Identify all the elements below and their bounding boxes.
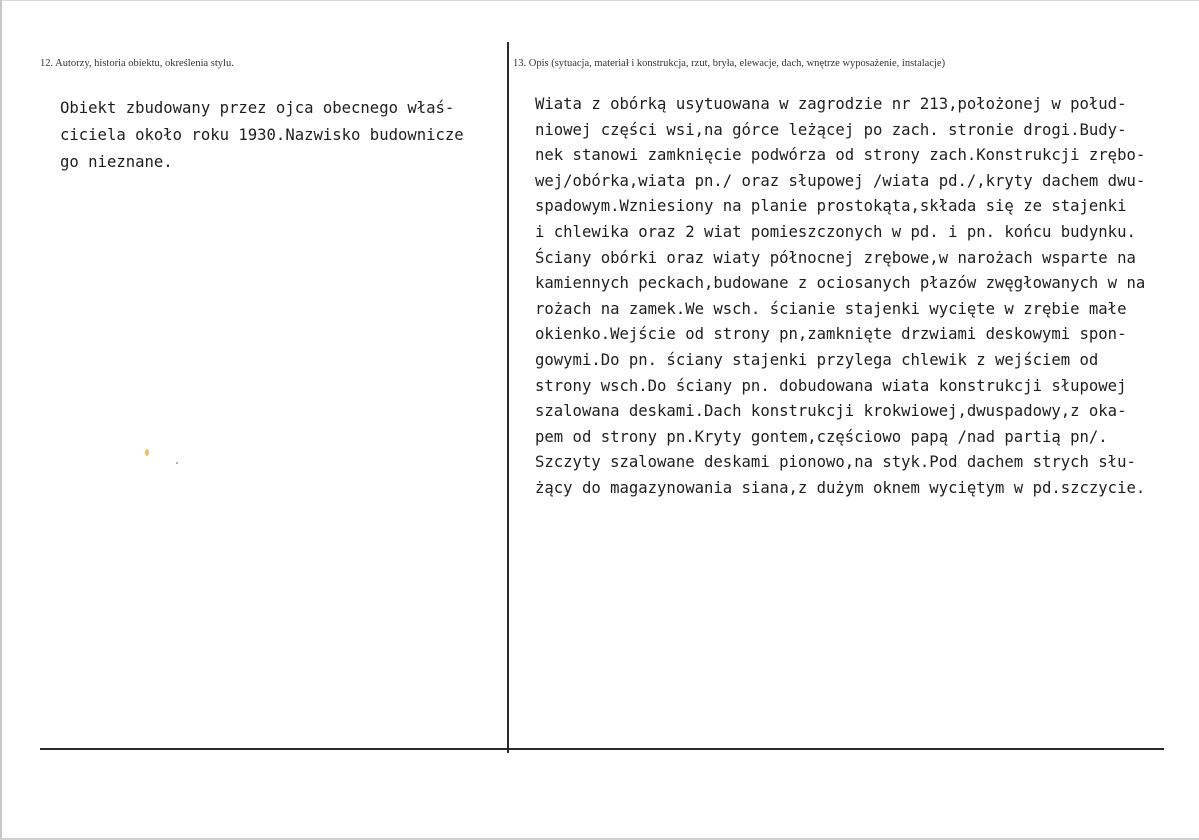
typed-line: rożach na zamek.We wsch. ścianie stajenki wycięte w zrębie małe: [535, 299, 1127, 318]
typed-line: wej/obórka,wiata pn./ oraz słupowej /wiata pd./,kryty dachem dwu-: [535, 171, 1146, 190]
column-divider: [507, 42, 509, 753]
typed-line: Szczyty szalowane deskami pionowo,na styk.Pod dachem strych słu-: [535, 453, 1136, 472]
typed-line: nek stanowi zamknięcie podwórza od strony zach.Konstrukcji zrębo-: [535, 146, 1146, 165]
typed-line: pem od strony pn.Kryty gontem,częściowo papą /nad partią pn/.: [535, 427, 1108, 446]
section-12-typed-text: [60, 95, 464, 176]
section-13-typed-text: [535, 92, 1145, 502]
typed-line: go nieznane.: [60, 153, 173, 171]
typed-line: spadowym.Wzniesiony na planie prostokąta,składa się ze stajenki: [535, 197, 1127, 216]
typed-line: Ściany obórki oraz wiaty północnej zrębowe,w narożach wsparte na: [535, 248, 1136, 267]
typed-line: gowymi.Do pn. ściany stajenki przylega chlewik z wejściem od: [535, 350, 1099, 369]
typed-line: żący do magazynowania siana,z dużym oknem wyciętym w pd.szczycie.: [535, 478, 1146, 497]
typed-line: i chlewika oraz 2 wiat pomieszczonych w pd. i pn. końcu budynku.: [535, 222, 1136, 241]
section-12-heading: 12. Autorzy, historia obiektu, określenia stylu.: [40, 58, 234, 69]
typed-line: Obiekt zbudowany przez ojca obecnego właś-: [60, 99, 455, 117]
typed-line: okienko.Wejście od strony pn,zamknięte drzwiami deskowymi spon-: [535, 325, 1127, 344]
typed-line: niowej części wsi,na górce leżącej po zach. stronie drogi.Budy-: [535, 120, 1127, 139]
typed-line: kamiennych peckach,budowane z ociosanych płazów zwęgłowanych w na: [535, 274, 1146, 293]
typed-line: Wiata z obórką usytuowana w zagrodzie nr 213,położonej w połud-: [535, 95, 1127, 113]
typed-line: szalowana deskami.Dach konstrukcji krokwiowej,dwuspadowy,z oka-: [535, 402, 1127, 421]
typed-line: strony wsch.Do ściany pn. dobudowana wiata konstrukcji słupowej: [535, 376, 1127, 395]
paper-speck: [176, 462, 178, 464]
section-bottom-rule: [40, 748, 1164, 750]
card-edge-top: [0, 0, 1199, 1]
paper-stain: [145, 449, 149, 456]
section-13-heading: 13. Opis (sytuacja, materiał i konstrukcja, rzut, bryła, elewacje, dach, wnętrze wyposażenie, instalacje): [513, 58, 946, 69]
typed-line: ciciela około roku 1930.Nazwisko budownicze: [60, 126, 464, 144]
card-edge-left: [0, 0, 2, 840]
